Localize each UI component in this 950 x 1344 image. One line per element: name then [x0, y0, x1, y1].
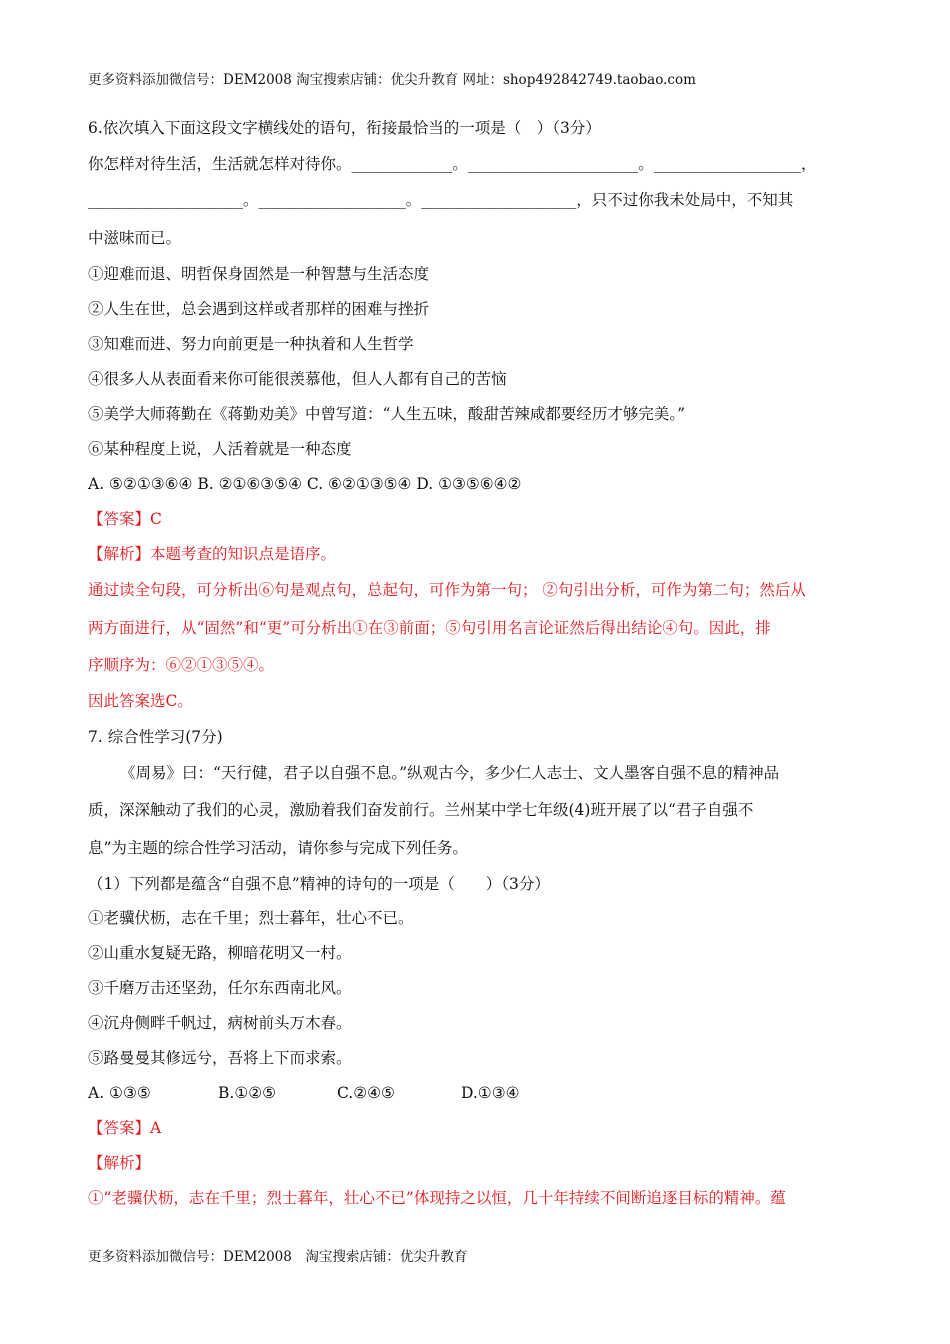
q6-passage-line-1: 你怎样对待生活，生活就怎样对待你。_____________。______________________。___________________， [88, 155, 817, 173]
q7-analysis-title: 【解析】 [88, 1154, 151, 1172]
q6-answer: 【答案】C [88, 510, 162, 528]
q6-analysis-line-3: 序顺序为：⑥②①③⑤④。 [88, 656, 275, 674]
q7-option-a: A. ①③⑤ [88, 1084, 151, 1102]
q7-item: ③千磨万击还坚劲，任尔东西南北风。 [88, 979, 352, 997]
page-footer: 更多资料添加微信号：DEM2008 淘宝搜索店铺：优尖升教育 [88, 1249, 468, 1265]
q7-intro-line-2: 质，深深触动了我们的心灵，激励着我们奋发前行。兰州某中学七年级(4)班开展了以“君子自强不 [88, 801, 754, 819]
q7-title: 7. 综合性学习(7分) [88, 728, 223, 746]
q6-item: ⑤美学大师蒋勤在《蒋勤劝美》中曾写道：“人生五味，酸甜苦辣咸都要经历才够完美。” [88, 405, 686, 423]
q7-intro-line-3: 息”为主题的综合性学习活动，请你参与完成下列任务。 [88, 839, 468, 857]
q6-stem: 6.依次填入下面这段文字横线处的语句，衔接最恰当的一项是（ ）（3分） [88, 119, 601, 137]
q6-item: ⑥某种程度上说，人活着就是一种态度 [88, 440, 352, 458]
q6-item: ①迎难而退、明哲保身固然是一种智慧与生活态度 [88, 265, 430, 283]
q7-subquestion-1: （1）下列都是蕴含“自强不息”精神的诗句的一项是（ ）（3分） [88, 875, 550, 893]
q6-analysis-line-2: 两方面进行，从“固然”和“更”可分析出①在③前面；⑤句引用名言论证然后得出结论④句。因此，排 [88, 619, 771, 637]
q7-item: ⑤路曼曼其修远兮，吾将上下而求索。 [88, 1049, 352, 1067]
q6-item: ②人生在世，总会遇到这样或者那样的困难与挫折 [88, 300, 430, 318]
q7-option-b: B.①②⑤ [218, 1084, 277, 1102]
q6-analysis-line-1: 通过读全句段，可分析出⑥句是观点句，总起句，可作为第一句； ②句引出分析，可作为第二句；然后从 [88, 581, 806, 599]
q6-passage-line-3: 中滋味而已。 [88, 229, 182, 247]
q7-analysis-line-1: ①“老骥伏枥，志在千里；烈士暮年，壮心不已”体现持之以恒，几十年持续不间断追逐目标的精神。蕴 [88, 1189, 786, 1207]
q6-item: ③知难而进、努力向前更是一种执着和人生哲学 [88, 335, 414, 353]
q6-item: ④很多人从表面看来你可能很羡慕他，但人人都有自己的苦恼 [88, 370, 507, 388]
q7-item: ④沉舟侧畔千帆过，病树前头万木春。 [88, 1014, 352, 1032]
q6-passage-line-2: ____________________。___________________。____________________，只不过你我未处局中，不知其 [88, 191, 794, 209]
page-header: 更多资料添加微信号：DEM2008 淘宝搜索店铺：优尖升教育 网址：shop492842749.taobao.com [88, 72, 696, 88]
q6-analysis-title: 【解析】本题考查的知识点是语序。 [88, 545, 337, 563]
q7-item: ②山重水复疑无路，柳暗花明又一村。 [88, 944, 352, 962]
q7-intro-line-1: 《周易》曰：“天行健，君子以自强不息。”纵观古今，多少仁人志士、文人墨客自强不息的精神品 [120, 764, 780, 782]
q7-option-c: C.②④⑤ [337, 1084, 395, 1102]
q7-answer: 【答案】A [88, 1119, 162, 1137]
q7-item: ①老骥伏枥，志在千里；烈士暮年，壮心不已。 [88, 909, 414, 927]
q6-conclusion: 因此答案选C。 [88, 692, 193, 710]
q6-options: A. ⑤②①③⑥④ B. ②①⑥③⑤④ C. ⑥②①③⑤④ D. ①③⑤⑥④② [88, 475, 522, 493]
q7-option-d: D.①③④ [461, 1084, 520, 1102]
